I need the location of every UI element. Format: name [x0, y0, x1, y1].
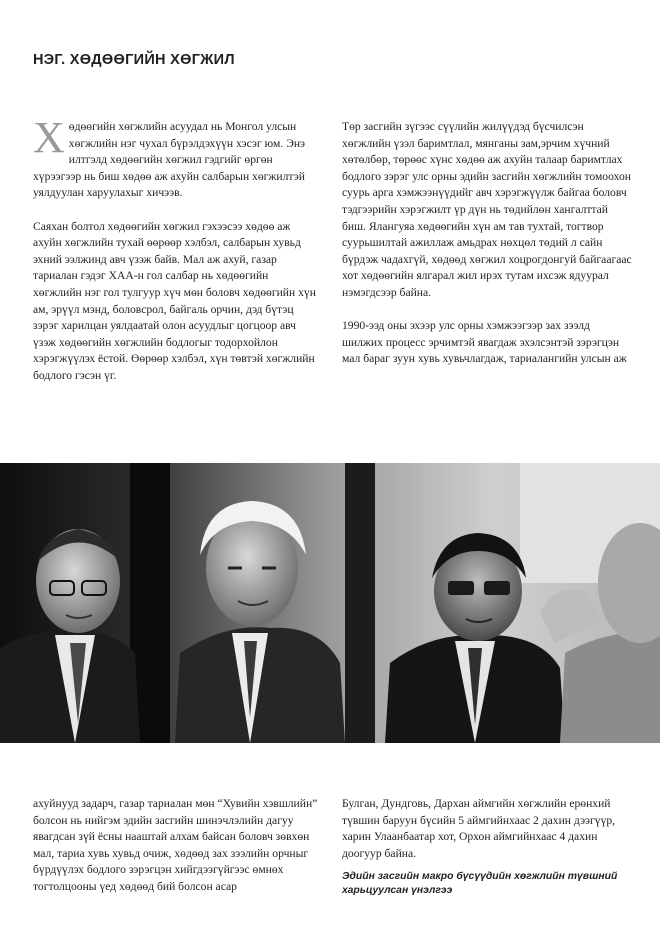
- paragraph: ахуйнууд задарч, газар тариалан мөн “Хувийн хэвшлийн” болсон нь нийгэм эдийн засгийн шинэчлэлийн дагуу явагдсан зүй ёсны нааштай алхам байсан боловч зөвхөн мал, тариа хувь хувьд очиж, хөдөөд зах зээлийн орчныг бүрдүүлэх бодлого зэрэгцэн хийгдээгүйгээс өмнөх тогтолцооны үед хөдөөд бий болсон асар: [33, 797, 318, 893]
- paragraph: Булган, Дундговь, Дархан аймгийн хөгжлийн ерөнхий түвшин баруун бүсийн 5 аймгийнхаас 2 дахин дээгүүр, харин Улаанбаатар хот, Орхон аймгийнхаас 4 дахин доогуур байна.: [342, 797, 616, 860]
- chapter-title: НЭГ. ХӨДӨӨГИЙН ХӨГЖИЛ: [33, 52, 235, 68]
- paragraph: 1990-ээд оны эхээр улс орны хэмжээгээр зах зээлд шилжих процесс эрчимтэй явагдаж эхэлсэнтэй зэрэгцэн мал бараг зуун хувь хувьчлагдаж, тариалангийн улсын аж: [342, 319, 627, 366]
- drop-cap: Х: [33, 113, 65, 162]
- bottom-left-text-column: [33, 796, 323, 896]
- table-caption: Эдийн засгийн макро бүсүүдийн хөгжлийн түвшний харьцуулсан үнэлгээ: [342, 871, 618, 897]
- photo-illustration: [0, 463, 660, 743]
- left-text-column: [33, 113, 318, 385]
- bottom-right-text-column: [342, 796, 632, 898]
- paragraph: Төр засгийн зүгээс сүүлийн жилүүдэд бүсчилсэн хөгжлийн үзэл баримтлал, мянганы зам,эрчим хүчний хөтөлбөр, төрөөс хүнс хөдөө аж ахуйн талаар баримтлах бодлого зэрэг улс орны эдийн засгийн хөгжлийн томоохон суурь арга хэмжээнүүдийг авч хэрэгжүүлж байгаа боловч тэдгээрийн хэрэгжилт үр дүн нь төдийлөн хангалттай биш. Ялангуяа хөдөөгийн хүн ам тав тухтай, тогтвор суурьшилтай ажиллаж амьдрах нөхцөл төдий л сайн бүрдэж чадахгүй, хөдөөд хөгжил хоцрогдонгуй байгаагаас хот хөдөөгийн ялгарал жил ирэх тутам ихсэж ядуурал нэмэгдсээр байна.: [342, 120, 632, 299]
- paragraph: Хөдөөгийн хөгжлийн асуудал нь Монгол улсын хөгжлийн нэг чухал бүрэлдэхүүн хэсэг юм. Энэ илтгэлд хөдөөгийн хөгжил гэдгийг өргөн хүрээгээр нь биш хөдөө аж ахуйн салбарын хөгжилтэй уялдуулан харуулахыг хичээв.: [33, 113, 306, 200]
- meeting-photo: [0, 463, 660, 743]
- right-text-column: [342, 119, 632, 368]
- paragraph: Саяхан болтол хөдөөгийн хөгжил гэхээсээ хөдөө аж ахуйн хөгжлийн тухай өөрөөр хэлбэл, салбарын хувьд эхний ээлжинд авч үзэж байв. Мал аж ахуй, газар тариалан гэдэг ХАА-н гол салбар нь хөдөөгийн хөгжлийн нэг гол тулгуур хүч мөн боловч хөдөөгийн хүн ам, эрүүл мэнд, боловсрол, байгаль орчин, дэд бүтэц зэрэг харилцан уялдаатай олон асуудлыг цогцоор авч үзэж хөдөөгийн хөгжлийн бодлогыг тодорхойлон хэрэгжүүлэх ёстой. Өөрөөр хэлбэл, хүн төвтэй хөгжлийн бодлого гэсэн үг.: [33, 219, 316, 382]
